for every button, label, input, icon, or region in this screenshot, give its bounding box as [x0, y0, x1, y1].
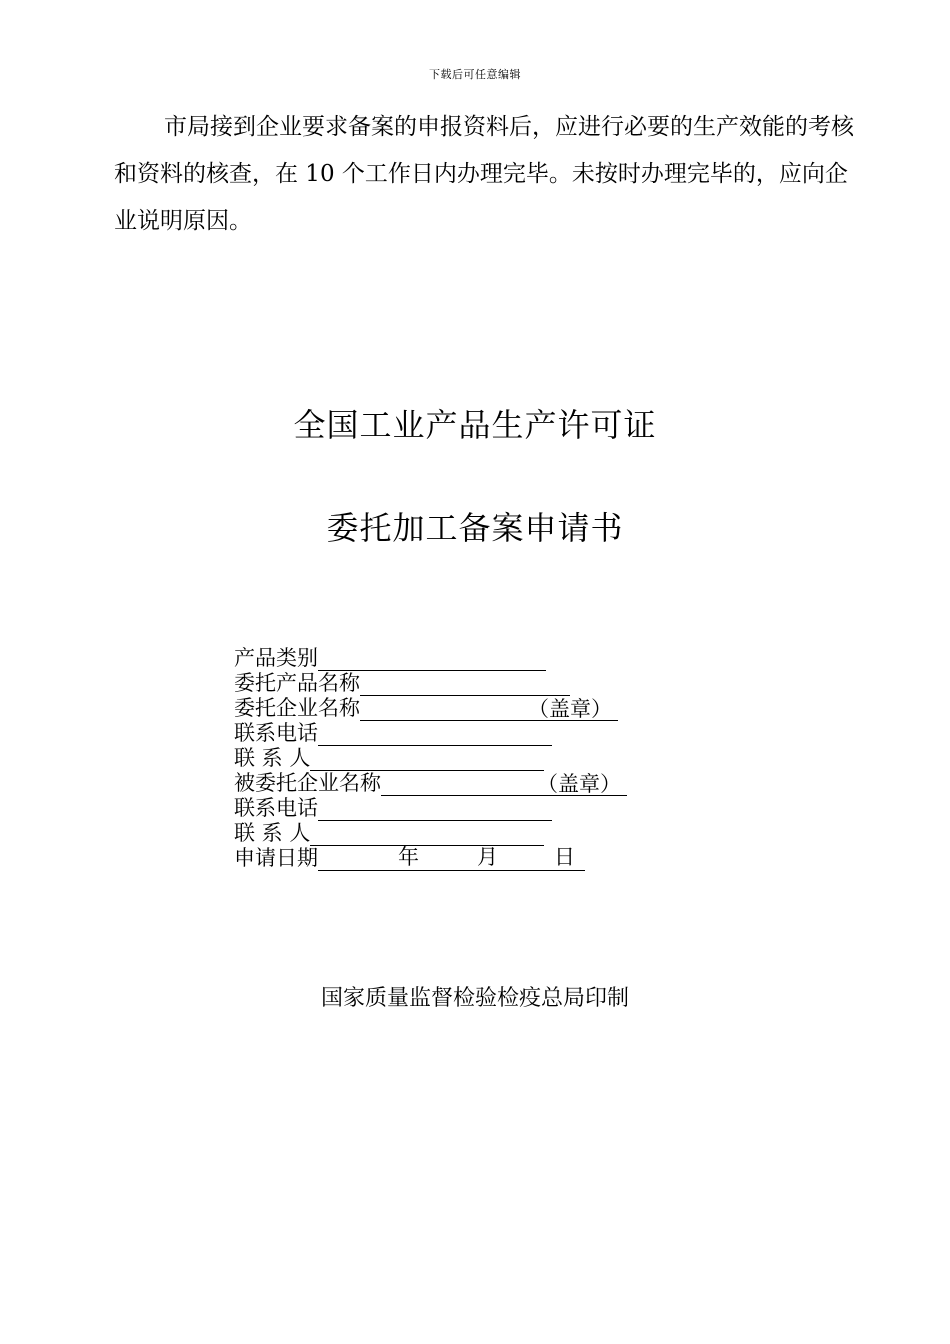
entrusted-company-name-field[interactable]: [381, 774, 627, 796]
document-subtitle: 委托加工备案申请书: [326, 509, 624, 547]
stamp-note: （盖章）: [528, 697, 612, 721]
stamp-note: （盖章）: [537, 772, 621, 796]
entrusted-company-name-label: 被委托企业名称: [234, 771, 381, 795]
contact-person-field[interactable]: [310, 749, 544, 771]
form-row-entrusted-product: [234, 671, 627, 696]
form-row-contact-phone-1: [234, 721, 627, 746]
entrusted-product-name-label: 委托产品名称: [234, 671, 360, 695]
product-category-field[interactable]: [318, 649, 546, 671]
product-category-label: 产品类别: [234, 646, 318, 670]
contact-phone-label: 联系电话: [234, 796, 318, 820]
issuer-footer: 国家质量监督检验检疫总局印制: [320, 986, 629, 1011]
contact-phone-label: 联系电话: [234, 721, 318, 745]
form-row-product-category: [234, 646, 627, 671]
month-label: 月: [477, 845, 498, 869]
document-title: 全国工业产品生产许可证: [293, 406, 657, 444]
intro-paragraph: 市局接到企业要求备案的申报资料后，应进行必要的生产效能的考核和资料的核查，在 10 个工作日内办理完毕。未按时办理完毕的，应向企业说明原因。: [114, 114, 854, 234]
day-label: 日: [554, 845, 575, 869]
contact-phone-field[interactable]: [318, 799, 552, 821]
form-row-application-date: [234, 846, 627, 871]
header-note: 下载后可任意编辑: [429, 68, 521, 81]
entrusting-company-name-label: 委托企业名称: [234, 696, 360, 720]
form-row-entrusted-company: [234, 771, 627, 796]
application-date-field[interactable]: [318, 847, 585, 871]
form-row-contact-person-1: [234, 746, 627, 771]
contact-person-label: 联 系 人: [234, 821, 311, 845]
year-label: 年: [398, 845, 419, 869]
form-row-contact-person-2: [234, 821, 627, 846]
entrusting-company-name-field[interactable]: [360, 699, 618, 721]
contact-person-field[interactable]: [310, 824, 544, 846]
contact-person-label: 联 系 人: [234, 746, 311, 770]
application-date-label: 申请日期: [234, 846, 318, 870]
form-row-entrusting-company: [234, 696, 627, 721]
entrusted-product-name-field[interactable]: [360, 674, 570, 696]
form-row-contact-phone-2: [234, 796, 627, 821]
contact-phone-field[interactable]: [318, 724, 552, 746]
application-form: [234, 646, 627, 871]
